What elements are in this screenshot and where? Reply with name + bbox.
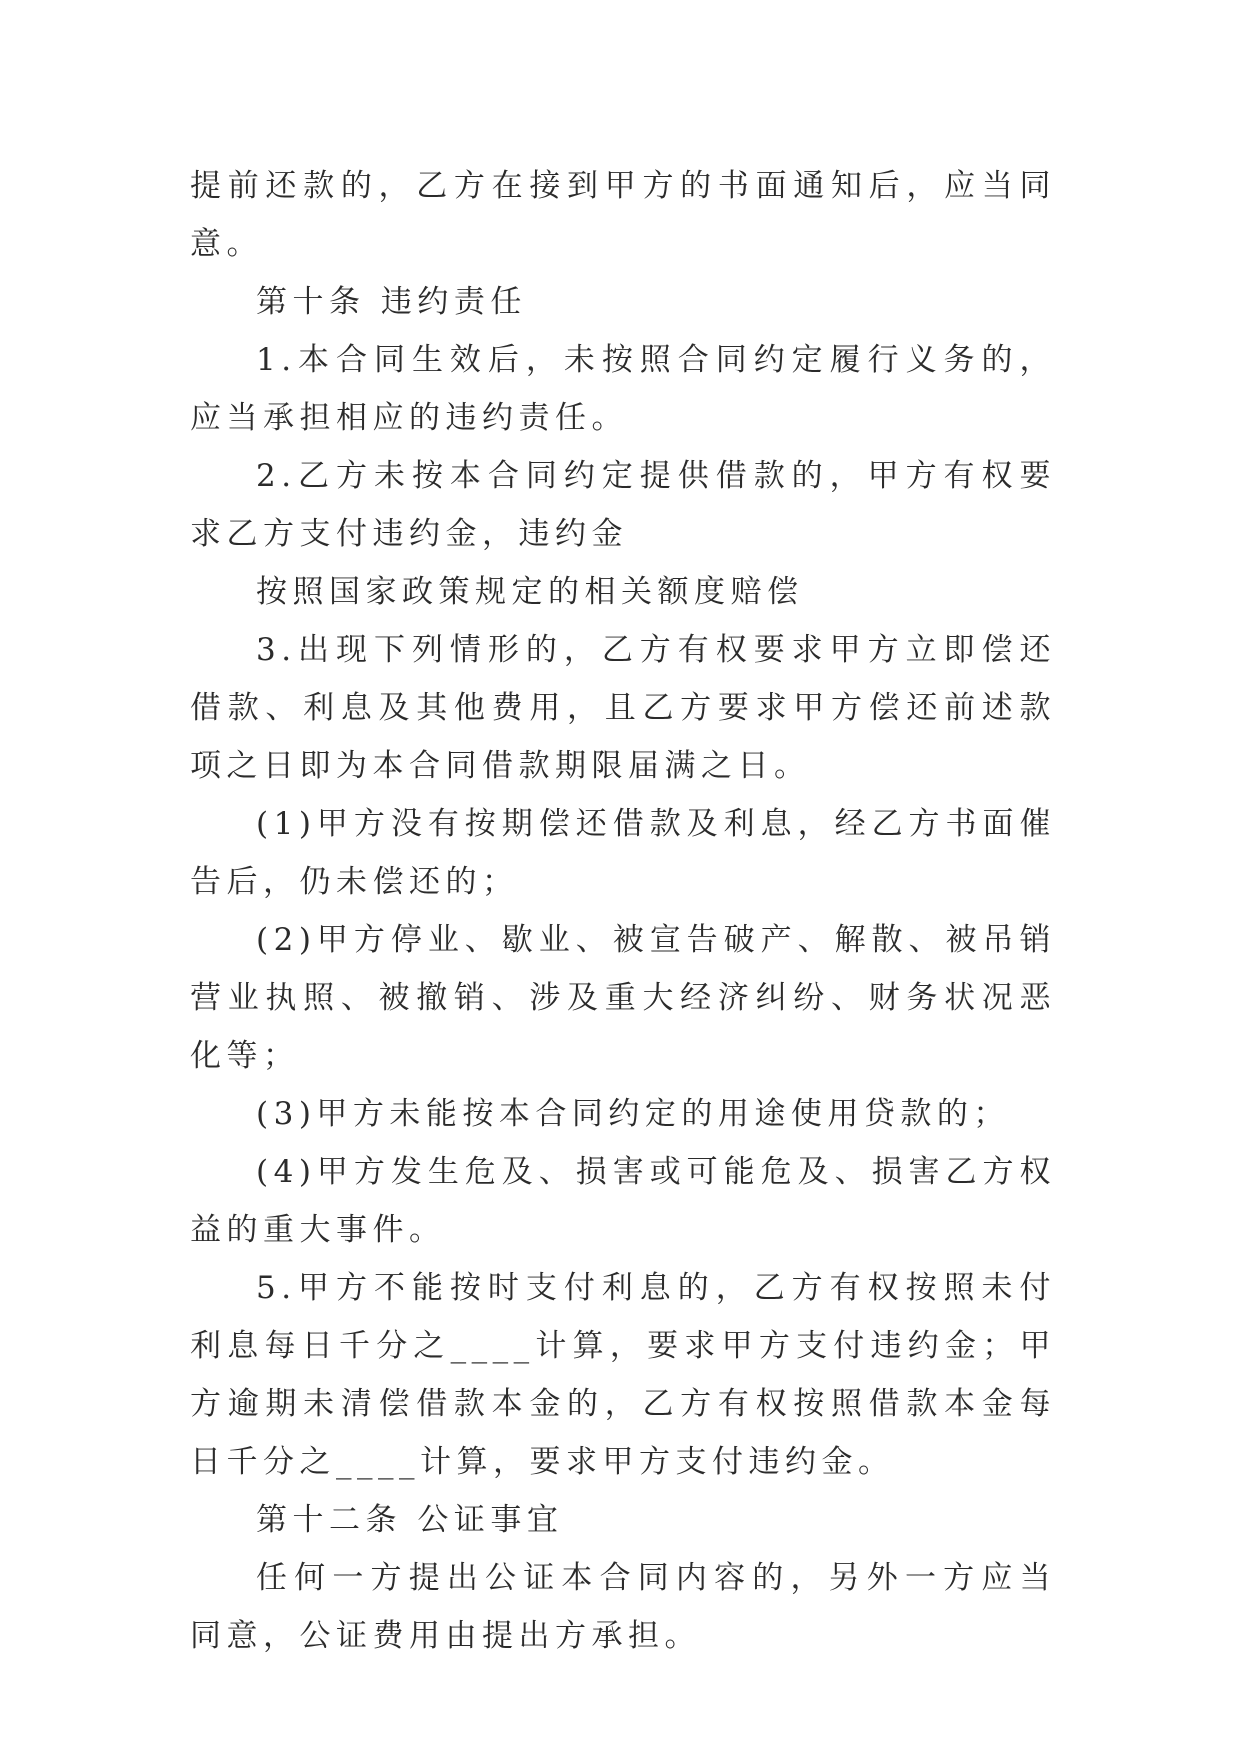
paragraph-item-3: (3)甲方未能按本合同约定的用途使用贷款的；: [256, 1096, 1010, 1132]
heading-article-10-breach-liability: 第十条 违约责任: [256, 284, 527, 320]
paragraph-item-4: (4)甲方发生危及、损害或可能危及、损害乙方权益的重大事件。: [190, 1154, 1056, 1248]
paragraph-item-2: (2)甲方停业、歇业、被宣告破产、解散、被吊销营业执照、被撤销、涉及重大经济纠纷、财务状况恶化等；: [190, 922, 1056, 1074]
heading-article-12-notarization: 第十二条 公证事宜: [256, 1502, 564, 1538]
paragraph-clause-2: 2.乙方未按本合同约定提供借款的，甲方有权要求乙方支付违约金，违约金: [190, 458, 1056, 552]
paragraph-compensation-policy: 按照国家政策规定的相关额度赔偿: [256, 574, 804, 610]
paragraph-clause-3: 3.出现下列情形的，乙方有权要求甲方立即偿还借款、利息及其他费用，且乙方要求甲方偿还前述款项之日即为本合同借款期限届满之日。: [190, 632, 1056, 784]
paragraph-prepayment-consent: 提前还款的，乙方在接到甲方的书面通知后，应当同意。: [190, 168, 1056, 262]
document-page: [190, 157, 1056, 1665]
paragraph-clause-1: 1.本合同生效后，未按照合同约定履行义务的，应当承担相应的违约责任。: [190, 342, 1056, 436]
paragraph-clause-5: 5.甲方不能按时支付利息的，乙方有权按照未付利息每日千分之____计算，要求甲方支付违约金；甲方逾期未清偿借款本金的，乙方有权按照借款本金每日千分之____计算，要求甲方支付违约金。: [190, 1270, 1056, 1480]
paragraph-notarization: 任何一方提出公证本合同内容的，另外一方应当同意，公证费用由提出方承担。: [190, 1560, 1056, 1654]
paragraph-item-1: (1)甲方没有按期偿还借款及利息，经乙方书面催告后，仍未偿还的；: [190, 806, 1056, 900]
